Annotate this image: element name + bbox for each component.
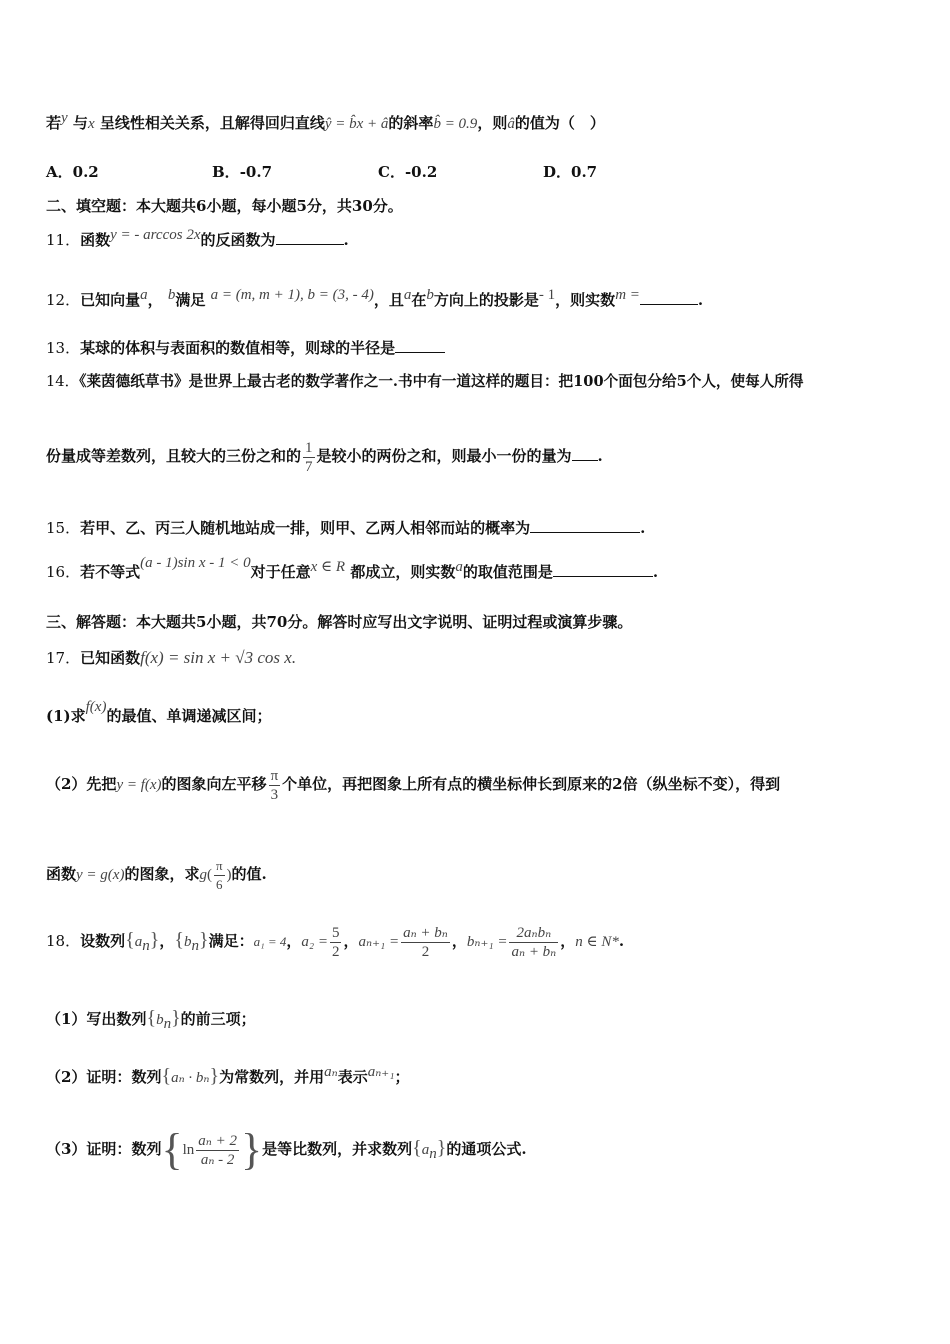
q16-condition: x ∈ R [310,559,346,575]
q12-comma: ， [147,291,163,309]
q11-text-2: 的反函数为 [200,231,276,249]
q17-part2b-frac-num: π [215,857,223,873]
q18-part1-label: （1）写出数列 [46,1010,147,1028]
q12-vec-a-2: a [403,287,412,303]
q15-text: 若甲、乙、丙三人随机地站成一排，则甲、乙两人相邻而站的概率为 [80,519,531,537]
q12-text-6: ，则实数 [555,291,616,309]
q16-text-4: 的取值范围是 [462,563,553,581]
q18-bn1-num: 2aₙbₙ [516,924,552,941]
q18-an1-den: 2 [401,942,450,961]
q14-frac-num: 1 [305,439,313,456]
q18-number: 18． [46,932,81,950]
q14-end: . [597,447,603,465]
q15-answer-blank[interactable] [530,518,640,533]
q12-text-2: 满足 [175,291,206,309]
q17-part2-text-1: 的图象向左平移 [161,775,267,793]
q18-part2-an1: aₙ₊₁ [367,1064,395,1080]
q12-answer-blank[interactable] [640,290,698,305]
q18-part3-seq-a: a [421,1142,430,1158]
q18-part3-text-2: 的通项公式. [446,1140,527,1158]
q11-text-1: 函数 [80,231,111,249]
q10-text-5: ，则 [477,114,508,132]
q10-text-1: 若 [46,114,62,132]
q18-sub-n-2: n [191,938,199,954]
q11-end: . [343,231,349,249]
q15-number: 15． [46,519,81,537]
q15-end: . [640,519,646,537]
choice-a[interactable] [46,161,99,182]
q17-part1-label: (1)求 [46,707,86,725]
q17-part2-frac-den: 3 [269,785,281,804]
q18-end: . [618,932,625,950]
q12-vec-b: b [167,287,176,303]
q18-a2-den: 2 [331,943,340,960]
q12-text-1: 已知向量 [80,291,141,309]
q18-part2-text-2: 表示 [337,1068,368,1086]
q17-text-1: 已知函数 [80,649,141,667]
q10-text-2: 与 [72,114,88,132]
q10-slope: b̂ = 0.9 [433,116,478,132]
q12-equation: a = (m, m + 1), b = (3, - 4) [210,287,374,303]
section-3-heading: 三、解答题：本大题共5小题，共70分。解答时应写出文字说明、证明过程或演算步骤。 [46,613,633,631]
q17-number: 17． [46,649,81,667]
q12-text-3: ，且 [373,291,404,309]
q18-condition: n ∈ N* [575,934,619,950]
q17-part2-line2: 函数y = g(x)的图象，求g( $\frac{\pi}{6}$ )的值. [46,857,267,892]
choice-d-value: 0.7 [571,163,598,181]
q18-part1: （1）写出数列$\{b_n\}$的前三项； [46,1007,256,1032]
section-2-heading: 二、填空题：本大题共6小题，每小题5分，共30分。 [46,197,403,215]
q17-part2b-g: g [199,867,207,883]
q18-part1-seq-b: b [156,1012,164,1028]
q18-a2: a₂ = [301,934,328,950]
q16-text-3: 都成立，则实数 [350,563,456,581]
q17-part2-frac-num: π [270,767,279,784]
q14-line1 [46,372,803,392]
q12-end: . [697,291,704,309]
q17-part2-line1 [46,764,780,805]
q16-var-a: a [455,559,463,575]
choice-d[interactable] [543,161,597,182]
q10-stem [46,110,605,134]
q14-text-1: 份量成等差数列，且较大的三份之和的 [46,447,302,465]
q18-text-2: 满足： [208,932,254,950]
q17-part2b-frac-den: 6 [214,875,225,894]
q10-var-y: y [61,110,68,126]
q12 [46,287,704,311]
q14-frac-den: 7 [305,458,313,475]
q18-an1-num: aₙ + bₙ [403,924,448,941]
q18-a2-fraction [330,924,342,961]
q17-part2-text-2: 个单位，再把图象上所有点的横坐标伸长到原来的2倍（纵坐标不变），得到 [282,775,781,793]
q10-var-x: x [87,116,95,132]
q16-number: 16． [46,563,81,581]
q18-part3-num: aₙ + 2 [198,1132,237,1149]
q18-part3-text-1: 是等比数列，并求数列 [262,1140,413,1158]
q18-part3-den: aₙ - 2 [196,1150,239,1169]
q10-text-3: 呈线性相关关系，且解得回归直线 [99,114,325,132]
q17-part2b-eq: y = g(x) [76,867,125,883]
q16-text-2: 对于任意 [250,563,311,581]
q12-vec-a: a [140,287,148,303]
q16-end: . [652,563,659,581]
choice-c-value: -0.2 [404,163,438,181]
q17-part2b-text-3: 的值. [231,865,267,883]
q11-equation: y = - arccos 2x [110,227,201,243]
q12-text-4: 在 [411,291,427,309]
q18-part3-fraction [196,1132,239,1169]
q17-part2-eq: y = f(x) [116,777,162,793]
q18-part3: （3）证明：数列{ln $\frac{\text{aₙ + 2}}{\text{aₙ - 2}}$ }是等比数列，并求数列$\{a_n\}$的通项公式. [46,1125,527,1174]
q14-text-line1: 《莱茵德纸草书》是世界上最古老的数学著作之一.书中有一道这样的题目：把100个面包分给5个人，使每人所得 [79,373,804,390]
q13-answer-blank[interactable] [395,338,445,353]
q17-part1 [46,699,272,727]
q13-number: 13． [46,339,81,357]
q18-part2: （2）证明：数列{aₙ · bₙ}为常数列，并用aₙ表示aₙ₊₁； [46,1064,410,1087]
q14-line2 [46,436,603,476]
q17-part2b-text-1: 函数 [46,865,77,883]
q13 [46,338,445,358]
q11-answer-blank[interactable] [276,230,344,245]
choice-b-label: B． [212,163,240,181]
q18-part3-sub-n: n [429,1146,437,1162]
q16-answer-blank[interactable] [553,562,653,577]
choice-a-value: 0.2 [72,163,99,181]
q18-a1: a₁ = 4 [253,934,287,949]
q18-bn1-fraction [509,924,558,961]
q12-text-5: 方向上的投影是 [433,291,539,309]
choice-b[interactable] [212,161,272,182]
q10-regression-eq: ŷ = b̂x + â [324,116,389,132]
q12-number: 12． [46,291,81,309]
q16-text-1: 若不等式 [80,563,141,581]
q18: 18．设数列$\{a_n\}$，$\{b_n\}$满足：a₁ = 4，a₂ = $\frac{5}{2}$ ，aₙ₊₁ = $\frac{\text{aₙ + bₙ}}{2}$ ，bₙ₊₁ = $\frac{\text{2aₙbₙ}}{\text{aₙ + bₙ}}$ ，n ∈ N*. [46,924,625,960]
q18-part1-text: 的前三项； [180,1010,256,1028]
q10-text-6: 的值为（ ） [514,114,605,132]
q18-part2-label: （2）证明：数列 [46,1068,162,1086]
q14-answer-blank[interactable] [572,446,598,461]
q18-bn1-den: aₙ + bₙ [511,943,557,960]
q18-part2-seq: aₙ · bₙ [171,1070,210,1086]
q13-text: 某球的体积与表面积的数值相等，则球的半径是 [80,339,396,357]
q18-a2-num: 5 [331,924,340,941]
choice-c-label: C． [378,163,405,181]
q18-sub-n: n [142,938,150,954]
q18-part3-ln: ln [182,1142,195,1158]
q16 [46,555,659,583]
q10-var-a: â [507,116,515,132]
q18-part2-end: ； [394,1068,410,1086]
q17-part2b-fraction [214,857,225,894]
q15 [46,518,645,538]
q17-part1-fx: f(x) [85,699,107,715]
q11-number: 11． [46,231,81,249]
q12-vec-b-2: b [426,287,434,303]
q17-part2-fraction [269,767,281,804]
q18-an1: aₙ₊₁ = [358,934,400,950]
q17-part2-label: （2）先把 [46,775,117,793]
q14-fraction [303,439,315,476]
choice-d-label: D． [543,163,572,181]
q17-equation: f(x) = sin x + √3 cos x. [140,648,297,667]
q17 [46,648,296,668]
q17-part2b-text-2: 的图象，求 [124,865,200,883]
choice-c[interactable] [378,161,437,182]
q16-inequality: (a - 1)sin x - 1 < 0 [140,555,251,571]
q18-part3-label: （3）证明：数列 [46,1140,162,1158]
choice-b-value: -0.7 [239,163,273,181]
q14-number: 14． [46,373,80,390]
q12-var-m: m = [615,287,640,303]
q17-part1-text: 的最值、单调递减区间； [106,707,272,725]
q10-text-4: 的斜率 [388,114,434,132]
q18-part2-text-1: 为常数列，并用 [219,1068,325,1086]
q14-text-2: 是较小的两份之和，则最小一份的量为 [316,447,572,465]
q18-seq-a: a [134,934,143,950]
q11 [46,227,349,251]
q18-seq-b: b [183,934,192,950]
choice-a-label: A． [46,163,73,181]
q18-text-1: 设数列 [80,932,126,950]
q18-part2-an: aₙ [324,1064,338,1080]
q18-an1-fraction [401,924,450,961]
q18-part1-sub-n: n [163,1016,172,1032]
q18-bn1: bₙ₊₁ = [466,934,508,950]
q12-projection: - 1 [538,287,556,303]
